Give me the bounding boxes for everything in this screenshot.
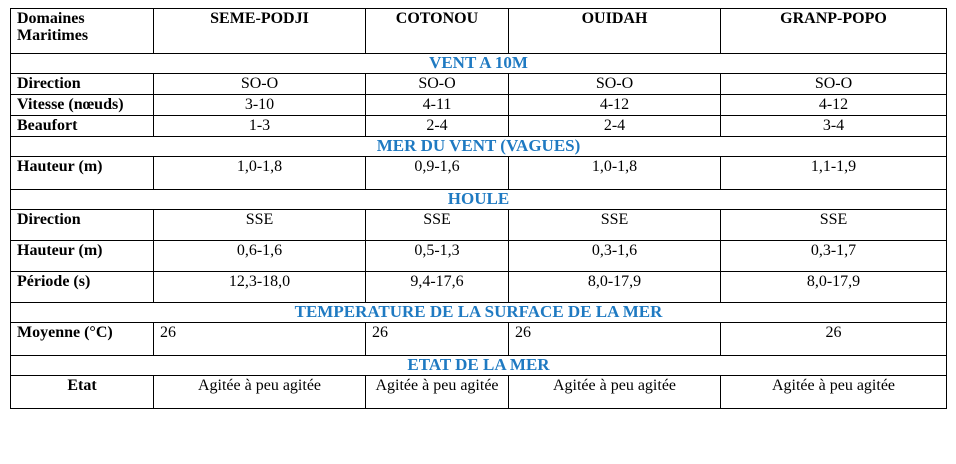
table-cell: 2-4: [509, 116, 721, 137]
section-title-sst: TEMPERATURE DE LA SURFACE DE LA MER: [11, 303, 947, 323]
table-cell: 12,3-18,0: [154, 272, 366, 303]
table-cell: 2-4: [366, 116, 509, 137]
table-row: [11, 116, 947, 137]
column-header-seme-podji: SEME-PODJI: [154, 9, 366, 54]
table-cell: 0,5-1,3: [366, 241, 509, 272]
section-title-sea-wind: MER DU VENT (VAGUES): [11, 137, 947, 157]
section-title-state: ETAT DE LA MER: [11, 356, 947, 376]
table-cell: SSE: [721, 210, 947, 241]
column-header-ouidah: OUIDAH: [509, 9, 721, 54]
table-cell: 0,9-1,6: [366, 157, 509, 190]
section-state: [11, 356, 947, 376]
section-title-swell: HOULE: [11, 190, 947, 210]
table-cell: 0,6-1,6: [154, 241, 366, 272]
row-label: Etat: [11, 376, 154, 409]
table-cell: Agitée à peu agitée: [366, 376, 509, 409]
table-cell: SSE: [509, 210, 721, 241]
column-header-cotonou: COTONOU: [366, 9, 509, 54]
section-sea-wind: [11, 137, 947, 157]
row-label: Moyenne (°C): [11, 323, 154, 356]
table-cell: 1-3: [154, 116, 366, 137]
table-cell: 4-12: [721, 95, 947, 116]
table-cell: 9,4-17,6: [366, 272, 509, 303]
table-cell: 8,0-17,9: [721, 272, 947, 303]
table-cell: 0,3-1,6: [509, 241, 721, 272]
table-cell: SO-O: [154, 74, 366, 95]
row-label: Période (s): [11, 272, 154, 303]
row-label: Vitesse (nœuds): [11, 95, 154, 116]
table-cell: 4-12: [509, 95, 721, 116]
table-row: [11, 210, 947, 241]
section-wind: [11, 54, 947, 74]
table-row: [11, 157, 947, 190]
table-row: [11, 376, 947, 409]
table-cell: Agitée à peu agitée: [721, 376, 947, 409]
table-row: [11, 241, 947, 272]
table-cell: 8,0-17,9: [509, 272, 721, 303]
table-cell: SSE: [366, 210, 509, 241]
table-cell: 1,1-1,9: [721, 157, 947, 190]
domain-label-header: Domaines Maritimes: [11, 9, 154, 54]
table-cell: 26: [154, 323, 366, 356]
table-cell: 4-11: [366, 95, 509, 116]
section-swell: [11, 190, 947, 210]
column-header-granp-popo: GRANP-POPO: [721, 9, 947, 54]
table-cell: 26: [366, 323, 509, 356]
table-cell: SO-O: [509, 74, 721, 95]
table-cell: 3-4: [721, 116, 947, 137]
row-label: Direction: [11, 74, 154, 95]
table-cell: 3-10: [154, 95, 366, 116]
header-row: [11, 9, 947, 54]
row-label: Hauteur (m): [11, 157, 154, 190]
section-sst: [11, 303, 947, 323]
table-cell: 1,0-1,8: [154, 157, 366, 190]
table-cell: SSE: [154, 210, 366, 241]
row-label: Hauteur (m): [11, 241, 154, 272]
table-cell: 26: [721, 323, 947, 356]
table-row: [11, 95, 947, 116]
row-label: Direction: [11, 210, 154, 241]
table-cell: Agitée à peu agitée: [154, 376, 366, 409]
table-cell: 1,0-1,8: [509, 157, 721, 190]
row-label: Beaufort: [11, 116, 154, 137]
table-row: [11, 74, 947, 95]
section-title-wind: VENT A 10M: [11, 54, 947, 74]
table-row: [11, 272, 947, 303]
table-cell: 26: [509, 323, 721, 356]
table-cell: 0,3-1,7: [721, 241, 947, 272]
table-cell: SO-O: [721, 74, 947, 95]
table-cell: SO-O: [366, 74, 509, 95]
marine-forecast-table: [10, 8, 947, 409]
table-row: [11, 323, 947, 356]
table-cell: Agitée à peu agitée: [509, 376, 721, 409]
